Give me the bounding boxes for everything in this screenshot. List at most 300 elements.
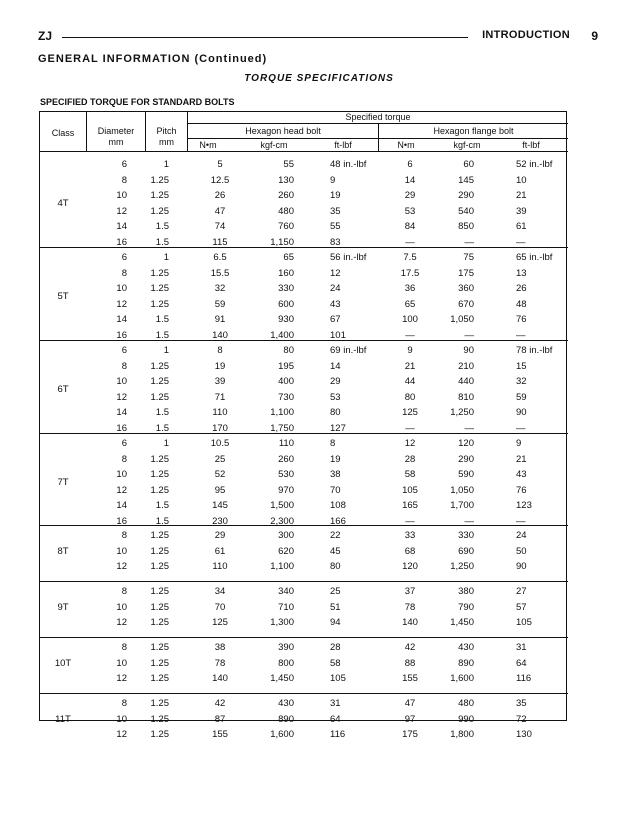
- table-cell: 42: [404, 642, 416, 653]
- table-cell: 91: [214, 314, 226, 325]
- table-cell: 80: [404, 391, 416, 403]
- table-cell: 10: [116, 545, 127, 557]
- table-cell: 16: [116, 422, 127, 434]
- table-cell: 10: [116, 657, 127, 669]
- table-cell: 12: [116, 673, 127, 684]
- table-cell: 145: [458, 174, 474, 186]
- table-cell: 76: [516, 484, 527, 496]
- bolt-class-label: 6T: [57, 383, 69, 395]
- model-code: ZJ: [38, 29, 53, 43]
- table-cell: 7.5: [403, 252, 417, 263]
- table-cell: 29: [404, 190, 416, 201]
- table-cell: 1,700: [450, 500, 474, 511]
- table-cell: —: [405, 422, 415, 434]
- table-cell: 1.25: [150, 729, 169, 740]
- table-cell: 61: [214, 545, 226, 557]
- group-divider: [40, 637, 568, 638]
- table-cell: 39: [214, 376, 226, 387]
- table-cell: 590: [458, 469, 474, 480]
- table-cell: 1.25: [150, 586, 169, 597]
- table-cell: 59: [214, 298, 226, 310]
- table-cell: 130: [516, 729, 532, 740]
- table-cell: 28: [404, 453, 416, 465]
- table-cell: 25: [330, 586, 341, 597]
- table-cell: 1,050: [450, 314, 474, 325]
- table-cell: 170: [212, 422, 228, 434]
- table-cell: 60: [463, 159, 474, 170]
- table-cell: 14: [116, 407, 127, 418]
- table-cell: 10: [116, 283, 127, 294]
- table-cell: 1.5: [155, 314, 169, 325]
- table-cell: 78: [214, 657, 226, 669]
- table-cell: 58: [404, 469, 416, 480]
- table-cell: 16: [116, 329, 127, 341]
- table-cell: 5: [217, 159, 223, 170]
- table-cell: 67: [330, 314, 341, 325]
- table-cell: 58: [330, 657, 341, 669]
- table-cell: 69 in.-lbf: [330, 345, 367, 356]
- table-cell: 1.25: [150, 713, 169, 725]
- bolt-class-label: 5T: [57, 290, 69, 302]
- table-cell: 115: [212, 236, 228, 248]
- table-cell: 1.25: [150, 298, 169, 310]
- table-cell: 800: [278, 657, 294, 669]
- table-cell: 14: [330, 360, 341, 372]
- table-cell: 72: [516, 713, 527, 725]
- table-cell: 670: [458, 298, 474, 310]
- table-cell: 175: [402, 729, 418, 740]
- table-cell: 1.25: [150, 642, 169, 653]
- table-cell: 155: [402, 673, 418, 684]
- table-cell: 1: [163, 438, 169, 449]
- table-cell: 6: [121, 159, 127, 170]
- table-cell: 14: [116, 500, 127, 511]
- table-cell: 195: [278, 360, 294, 372]
- table-cell: —: [405, 329, 415, 341]
- table-cell: 12: [116, 205, 127, 217]
- table-cell: 290: [458, 190, 474, 201]
- col-head-class: Class: [51, 128, 75, 138]
- table-cell: 14: [116, 221, 127, 232]
- table-cell: 71: [214, 391, 226, 403]
- col-head-flange-kgf: kgf-cm: [453, 140, 481, 150]
- table-cell: 930: [278, 314, 294, 325]
- table-cell: 28: [330, 642, 341, 653]
- table-cell: 26: [516, 283, 527, 294]
- bolt-class-label: 4T: [57, 197, 69, 209]
- table-cell: 10: [116, 376, 127, 387]
- table-cell: 1,400: [270, 329, 294, 341]
- table-cell: 12: [116, 561, 127, 572]
- bolt-class-label: 7T: [57, 476, 69, 488]
- table-cell: 17.5: [400, 267, 420, 279]
- table-cell: 19: [330, 190, 341, 201]
- table-cell: 1,050: [450, 484, 474, 496]
- table-cell: 440: [458, 376, 474, 387]
- table-cell: 78 in.-lbf: [516, 345, 553, 356]
- table-cell: 42: [214, 698, 226, 709]
- table-cell: 850: [458, 221, 474, 232]
- table-cell: —: [464, 515, 474, 527]
- table-cell: 9: [516, 438, 522, 449]
- col-head-flange-nm: N•m: [397, 140, 415, 150]
- table-cell: 1.5: [155, 422, 169, 434]
- table-cell: 430: [458, 642, 474, 653]
- table-cell: 10.5: [210, 438, 230, 449]
- table-cell: 1: [163, 159, 169, 170]
- table-cell: 10: [116, 469, 127, 480]
- table-cell: 27: [516, 586, 527, 597]
- table-cell: 127: [330, 422, 346, 434]
- table-cell: 75: [463, 252, 474, 263]
- table-cell: 8: [121, 453, 127, 465]
- table-cell: 8: [121, 530, 127, 541]
- table-cell: 145: [212, 500, 228, 511]
- table-cell: 1: [163, 345, 169, 356]
- table-cell: 790: [458, 601, 474, 613]
- table-cell: 34: [214, 586, 226, 597]
- table-cell: 1: [163, 252, 169, 263]
- table-cell: 90: [463, 345, 474, 356]
- table-cell: 21: [404, 360, 416, 372]
- table-cell: 24: [330, 283, 341, 294]
- table-cell: 36: [404, 283, 416, 294]
- table-cell: 116: [516, 673, 532, 684]
- table-cell: 8: [121, 642, 127, 653]
- table-cell: 1.25: [150, 469, 169, 480]
- table-cell: 1.25: [150, 657, 169, 669]
- table-cell: 8: [121, 267, 127, 279]
- section-title: INTRODUCTION: [482, 29, 570, 41]
- table-cell: 1.5: [155, 500, 169, 511]
- table-cell: 55: [330, 221, 341, 232]
- table-cell: 12: [116, 617, 127, 628]
- table-cell: 65 in.-lbf: [516, 252, 553, 263]
- general-heading: GENERAL INFORMATION (Continued): [38, 53, 268, 65]
- table-cell: 76: [516, 314, 527, 325]
- table-cell: 340: [278, 586, 294, 597]
- table-cell: 59: [516, 391, 527, 403]
- table-cell: 120: [402, 561, 418, 572]
- table-cell: 110: [212, 407, 228, 418]
- table-cell: 1.25: [150, 376, 169, 387]
- bolt-class-label: 9T: [57, 601, 69, 613]
- table-cell: 1,100: [270, 407, 294, 418]
- table-title: SPECIFIED TORQUE FOR STANDARD BOLTS: [40, 97, 235, 107]
- table-cell: 480: [458, 698, 474, 709]
- table-cell: 80: [330, 561, 341, 572]
- table-cell: 1.25: [150, 561, 169, 572]
- table-cell: 31: [330, 698, 341, 709]
- col-head-pitch-unit: mm: [159, 137, 174, 147]
- table-cell: 620: [278, 545, 294, 557]
- table-cell: —: [516, 329, 526, 341]
- table-cell: 29: [330, 376, 341, 387]
- table-cell: 10: [116, 601, 127, 613]
- table-cell: 6: [121, 438, 127, 449]
- table-cell: 37: [404, 586, 416, 597]
- table-cell: 44: [404, 376, 416, 387]
- table-cell: 2,300: [270, 515, 294, 527]
- table-cell: 100: [402, 314, 418, 325]
- table-cell: 165: [402, 500, 418, 511]
- table-cell: 8: [217, 345, 223, 356]
- col-head-diameter: Diameter: [97, 126, 135, 136]
- table-cell: 110: [278, 438, 294, 449]
- table-cell: 110: [212, 561, 228, 572]
- table-cell: 1.25: [150, 391, 169, 403]
- table-cell: 12: [116, 298, 127, 310]
- table-cell: —: [516, 515, 526, 527]
- table-cell: 97: [404, 713, 416, 725]
- table-cell: —: [464, 329, 474, 341]
- table-cell: 64: [330, 713, 341, 725]
- group-divider: [40, 581, 568, 582]
- table-cell: 32: [214, 283, 226, 294]
- header-bottom-rule: [40, 151, 568, 152]
- bolt-class-label: 8T: [57, 545, 69, 557]
- table-cell: 430: [278, 698, 294, 709]
- table-cell: 8: [121, 698, 127, 709]
- table-cell: 108: [330, 500, 346, 511]
- table-cell: 14: [404, 174, 416, 186]
- table-cell: 1,750: [270, 422, 294, 434]
- table-cell: 8: [121, 174, 127, 186]
- table-cell: 540: [458, 205, 474, 217]
- table-cell: 16: [116, 236, 127, 248]
- table-cell: 380: [458, 586, 474, 597]
- table-cell: 51: [330, 601, 341, 613]
- table-cell: —: [464, 236, 474, 248]
- table-cell: 38: [214, 642, 226, 653]
- table-cell: 1.25: [150, 484, 169, 496]
- table-cell: 78: [404, 601, 416, 613]
- table-cell: 39: [516, 205, 527, 217]
- table-cell: 47: [404, 698, 416, 709]
- table-cell: 43: [330, 298, 341, 310]
- header-rule: [62, 37, 468, 38]
- table-cell: 1.25: [150, 205, 169, 217]
- table-cell: 6: [121, 252, 127, 263]
- table-cell: 21: [516, 453, 527, 465]
- table-cell: 330: [278, 283, 294, 294]
- table-cell: 94: [330, 617, 341, 628]
- table-cell: 1.5: [155, 515, 169, 527]
- table-cell: 25: [214, 453, 226, 465]
- table-cell: 61: [516, 221, 527, 232]
- table-cell: 57: [516, 601, 527, 613]
- group-divider: [40, 693, 568, 694]
- table-cell: 9: [407, 345, 413, 356]
- col-head-head-ftlbf: ft-lbf: [334, 140, 352, 150]
- col-head-pitch: Pitch: [156, 126, 177, 136]
- table-cell: 48: [516, 298, 527, 310]
- table-cell: 35: [516, 698, 527, 709]
- table-cell: 360: [458, 283, 474, 294]
- table-cell: 64: [516, 657, 527, 669]
- table-cell: 760: [278, 221, 294, 232]
- table-cell: 400: [278, 376, 294, 387]
- table-cell: 90: [516, 407, 527, 418]
- table-cell: 14: [116, 314, 127, 325]
- table-cell: 890: [278, 713, 294, 725]
- col-head-flange-ftlbf: ft-lbf: [522, 140, 540, 150]
- table-cell: 13: [516, 267, 527, 279]
- table-cell: 6.5: [213, 252, 227, 263]
- table-cell: 88: [404, 657, 416, 669]
- table-cell: 230: [212, 515, 228, 527]
- table-cell: 35: [330, 205, 341, 217]
- table-cell: 1.25: [150, 453, 169, 465]
- table-cell: 15.5: [210, 267, 230, 279]
- table-cell: 1,150: [270, 236, 294, 248]
- table-cell: 210: [458, 360, 474, 372]
- table-cell: 1.25: [150, 698, 169, 709]
- table-cell: 1.5: [155, 236, 169, 248]
- table-cell: 890: [458, 657, 474, 669]
- table-cell: 43: [516, 469, 527, 480]
- table-cell: 1,500: [270, 500, 294, 511]
- table-cell: 83: [330, 236, 341, 248]
- table-cell: 70: [214, 601, 226, 613]
- table-cell: 65: [404, 298, 416, 310]
- table-cell: —: [516, 236, 526, 248]
- table-cell: 1.25: [150, 601, 169, 613]
- table-cell: 32: [516, 376, 527, 387]
- table-cell: 12: [330, 267, 341, 279]
- table-cell: 12.5: [210, 174, 230, 186]
- table-cell: 1,450: [450, 617, 474, 628]
- col-head-hexagon-head: Hexagon head bolt: [245, 126, 321, 136]
- table-cell: 56 in.-lbf: [330, 252, 367, 263]
- table-cell: 690: [458, 545, 474, 557]
- table-cell: 6: [407, 159, 413, 170]
- table-cell: 125: [212, 617, 228, 628]
- table-cell: 1,100: [270, 561, 294, 572]
- table-cell: 390: [278, 642, 294, 653]
- table-cell: 24: [516, 530, 527, 541]
- torque-table: [39, 111, 567, 740]
- table-cell: 1.25: [150, 617, 169, 628]
- table-cell: 10: [116, 713, 127, 725]
- table-cell: 9: [330, 174, 336, 186]
- col-head-diameter-unit: mm: [108, 137, 124, 147]
- table-cell: 12: [116, 484, 127, 496]
- table-cell: 116: [330, 729, 346, 740]
- table-cell: 15: [516, 360, 527, 372]
- table-cell: 87: [214, 713, 226, 725]
- table-cell: 26: [214, 190, 226, 201]
- table-cell: 1.25: [150, 267, 169, 279]
- table-cell: 1.25: [150, 673, 169, 684]
- table-cell: 12: [116, 729, 127, 740]
- table-cell: 1,450: [270, 673, 294, 684]
- running-header: [38, 29, 598, 45]
- table-cell: 65: [283, 252, 294, 263]
- table-cell: 101: [330, 329, 346, 341]
- table-cell: —: [405, 515, 415, 527]
- table-cell: 260: [278, 190, 294, 201]
- table-cell: 95: [214, 484, 226, 496]
- table-cell: 1,250: [450, 561, 474, 572]
- table-cell: 1.25: [150, 174, 169, 186]
- table-cell: 105: [402, 484, 418, 496]
- table-cell: 1,600: [450, 673, 474, 684]
- table-cell: 810: [458, 391, 474, 403]
- table-cell: 19: [330, 453, 341, 465]
- table-cell: 80: [330, 407, 341, 418]
- table-cell: 105: [330, 673, 346, 684]
- table-cell: 140: [402, 617, 418, 628]
- table-cell: 1,800: [450, 729, 474, 740]
- table-cell: 1.5: [155, 221, 169, 232]
- table-cell: 8: [121, 586, 127, 597]
- table-cell: 530: [278, 469, 294, 480]
- table-cell: —: [464, 422, 474, 434]
- table-cell: 70: [330, 484, 341, 496]
- torque-subheading: TORQUE SPECIFICATIONS: [244, 73, 394, 84]
- table-cell: —: [516, 422, 526, 434]
- table-cell: 38: [330, 469, 341, 480]
- bolt-class-label: 10T: [54, 657, 72, 669]
- table-cell: 6: [121, 345, 127, 356]
- table-cell: 12: [116, 391, 127, 403]
- table-cell: 1.5: [155, 407, 169, 418]
- table-cell: 1,300: [270, 617, 294, 628]
- table-cell: 33: [404, 530, 416, 541]
- table-cell: 130: [278, 174, 294, 186]
- table-cell: 290: [458, 453, 474, 465]
- table-cell: 19: [214, 360, 226, 372]
- table-cell: 10: [116, 190, 127, 201]
- table-cell: 1.5: [155, 329, 169, 341]
- col-head-specified-torque: Specified torque: [345, 112, 411, 122]
- table-cell: 990: [458, 713, 474, 725]
- table-cell: 730: [278, 391, 294, 403]
- table-cell: 80: [283, 345, 294, 356]
- table-cell: 140: [212, 329, 228, 341]
- table-cell: 12: [404, 438, 416, 449]
- table-cell: 55: [283, 159, 294, 170]
- table-cell: 123: [516, 500, 532, 511]
- table-cell: 21: [516, 190, 527, 201]
- table-cell: 1.25: [150, 190, 169, 201]
- table-cell: 970: [278, 484, 294, 496]
- table-cell: 330: [458, 530, 474, 541]
- table-cell: 84: [404, 221, 416, 232]
- table-cell: 1.25: [150, 283, 169, 294]
- table-cell: 105: [516, 617, 532, 628]
- table-cell: 1.25: [150, 530, 169, 541]
- table-cell: 480: [278, 205, 294, 217]
- page-number: 9: [591, 29, 598, 43]
- col-head-hexagon-flange: Hexagon flange bolt: [433, 126, 514, 136]
- col-head-head-kgf: kgf-cm: [260, 140, 288, 150]
- table-cell: 68: [404, 545, 416, 557]
- table-cell: 1,250: [450, 407, 474, 418]
- table-cell: 1.25: [150, 545, 169, 557]
- table-cell: 300: [278, 530, 294, 541]
- table-cell: 53: [330, 391, 341, 403]
- bolt-class-label: 11T: [55, 713, 71, 725]
- table-cell: 120: [458, 438, 474, 449]
- table-cell: 175: [458, 267, 474, 279]
- table-cell: 74: [214, 221, 226, 232]
- table-cell: 29: [214, 530, 226, 541]
- table-cell: 45: [330, 545, 341, 557]
- table-cell: 53: [404, 205, 416, 217]
- table-cell: 140: [212, 673, 228, 684]
